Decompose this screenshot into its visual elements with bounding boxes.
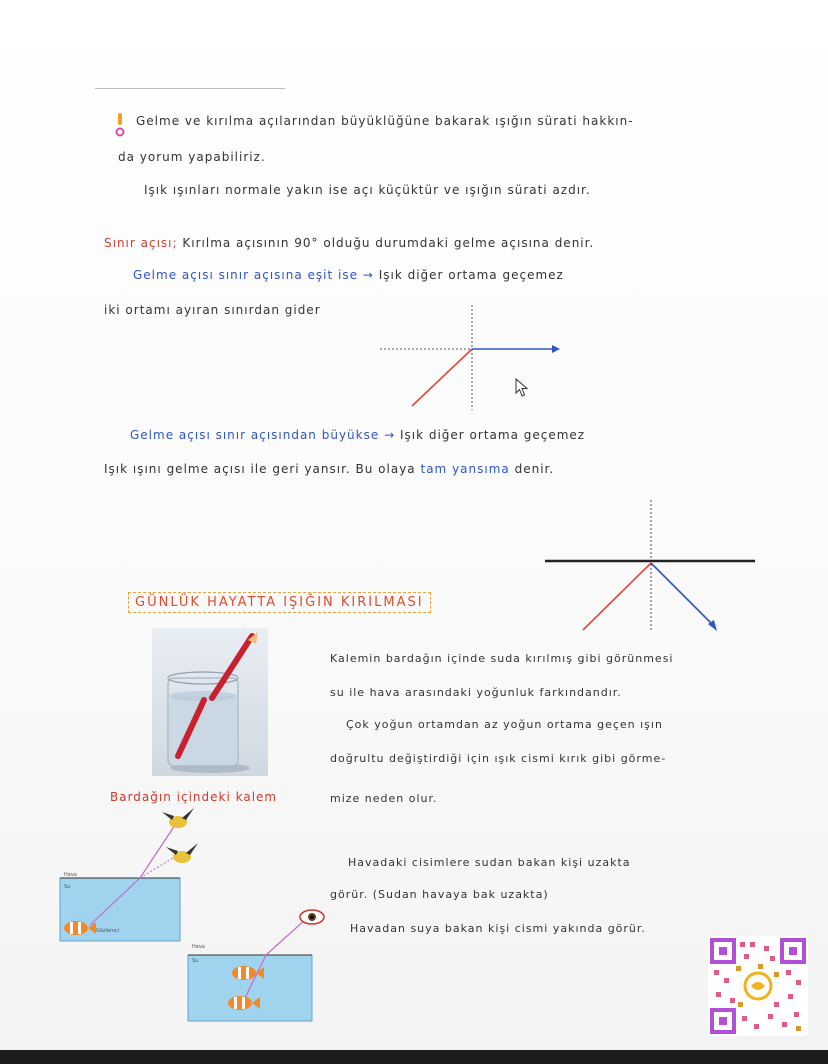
greater-result: Işık diğer ortama geçemez: [399, 428, 586, 442]
label-su-2: Su: [192, 958, 199, 964]
eye-fish-diagram: [186, 905, 326, 1025]
label-observer: Gözlemci: [96, 928, 120, 934]
para1-line1: Kalemin bardağın içinde suda kırılmış gibi görünmesi: [330, 652, 674, 665]
equal-condition: Gelme açısı sınır açısına eşit ise: [133, 268, 358, 282]
para3-line3: Havadan suya bakan kişi cismi yakında görür.: [350, 922, 646, 935]
para2-line3: mize neden olur.: [330, 792, 438, 805]
para2-line1: Çok yoğun ortamdan az yoğun ortama geçen ışın: [346, 718, 663, 731]
critical-angle-diagram: [380, 300, 580, 420]
greater-line2-a: Işık ışını gelme açısı ile geri yansır. Bu olaya: [104, 462, 416, 476]
equal-arrow: →: [362, 268, 374, 282]
label-hava-1: Hava: [64, 872, 77, 878]
pencil-in-glass-photo: [152, 628, 268, 776]
total-reflection-diagram: [545, 500, 760, 640]
label-su-1: Su: [64, 884, 71, 890]
para1-line2: su ile hava arasındaki yoğunluk farkındandır.: [330, 686, 622, 699]
total-reflection-term: tam yansıma: [420, 462, 510, 476]
bird-icon: [162, 808, 194, 828]
screen-bottom-bar: [0, 1050, 828, 1064]
text-line-1: Gelme ve kırılma açılarından büyüklüğüne bakarak ışığın sürati hakkın-: [136, 114, 634, 128]
text-line-3: Işık ışınları normale yakın ise açı küçüktür ve ışığın sürati azdır.: [144, 183, 591, 197]
label-hava-2: Hava: [192, 944, 205, 950]
cursor-icon: [515, 378, 529, 398]
greater-line2-b: denir.: [514, 462, 555, 476]
greater-condition: Gelme açısı sınır açısından büyükse: [130, 428, 380, 442]
para3-line2: görür. (Sudan havaya bak uzakta): [330, 888, 549, 901]
exclamation-icon: [113, 112, 127, 138]
fish-bird-diagram: [60, 800, 200, 945]
greater-arrow: →: [384, 428, 396, 442]
critical-angle-term: Sınır açısı;: [104, 236, 178, 250]
photo-caption: Bardağın içindeki kalem: [110, 790, 278, 804]
text-line-2: da yorum yapabiliriz.: [118, 150, 266, 164]
para2-line2: doğrultu değiştirdiği için ışık cismi kırık gibi görme-: [330, 752, 667, 765]
para3-line1: Havadaki cisimlere sudan bakan kişi uzakta: [348, 856, 631, 869]
eye-icon: [300, 910, 324, 924]
equal-result: Işık diğer ortama geçemez: [378, 268, 564, 282]
equal-result-2: iki ortamı ayıran sınırdan gider: [104, 303, 321, 317]
bird-image-icon: [166, 843, 198, 863]
critical-angle-definition: Kırılma açısının 90° olduğu durumdaki gelme açısına denir.: [182, 236, 595, 250]
top-divider: [95, 88, 285, 89]
qr-code[interactable]: [708, 936, 808, 1036]
daily-life-title: GÜNLÜK HAYATTA IŞIĞIN KIRILMASI: [128, 592, 431, 613]
